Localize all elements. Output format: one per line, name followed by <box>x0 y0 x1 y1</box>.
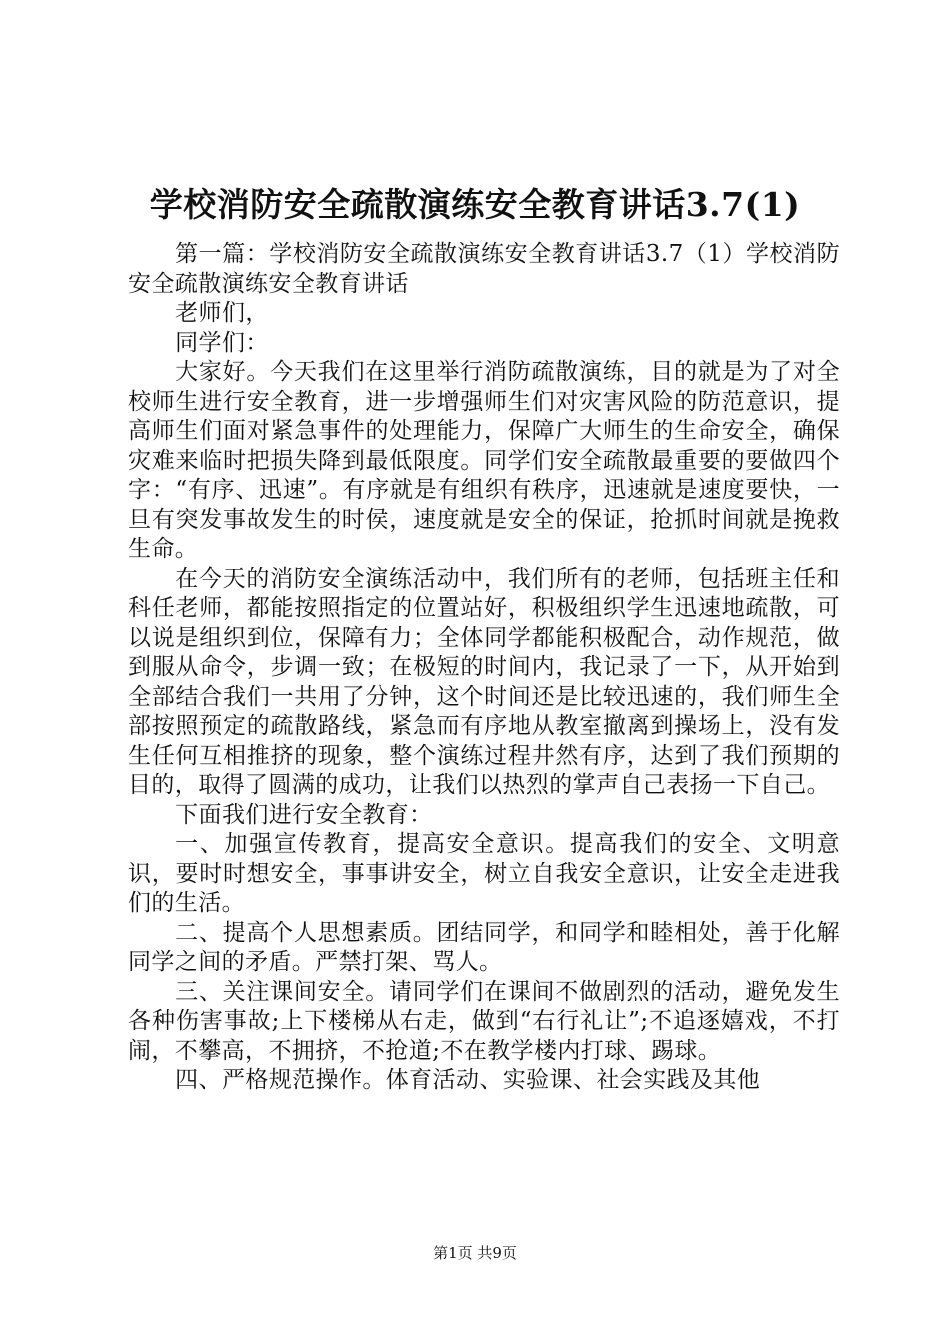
paragraph: 一、加强宣传教育，提高安全意识。提高我们的安全、文明意识，要时时想安全，事事讲安全，树立自我安全意识，让安全走进我们的生活。 <box>128 831 840 916</box>
paragraph: 同学们： <box>175 329 269 356</box>
paragraph: 在今天的消防安全演练活动中，我们所有的老师，包括班主任和科任老师，都能按照指定的位置站好，积极组织学生迅速地疏散，可以说是组织到位，保障有力；全体同学都能积极配合，动作规范，做到服从命令，步调一致；在极短的时间内，我记录了一下，从开始到全部结合我们一共用了分钟，这个时间还是比较迅速的，我们师生全部按照预定的疏散路线，紧急而有序地从教室撤离到操场上，没有发生任何互相推挤的现象，整个演练过程井然有序，达到了我们预期的目的，取得了圆满的成功，让我们以热烈的掌声自己表扬一下自己。 <box>128 565 840 798</box>
paragraph: 三、关注课间安全。请同学们在课间不做剧烈的活动，避免发生各种伤害事故;上下楼梯从右走，做到“右行礼让”;不追逐嬉戏，不打闹，不攀高，不拥挤，不抢道;不在教学楼内打球、踢球。 <box>128 978 840 1064</box>
paragraph: 大家好。今天我们在这里举行消防疏散演练，目的就是为了对全校师生进行安全教育，进一步增强师生们对灾害风险的防范意识，提高师生们面对紧急事件的处理能力，保障广大师生的生命安全，确保灾难来临时把损失降到最低限度。同学们安全疏散最重要的要做四个字：“有序、迅速”。有序就是有组织有秩序，迅速就是速度要快，一旦有突发事故发生的时侯，速度就是安全的保证，抢抓时间就是挽救生命。 <box>128 359 840 562</box>
document-body <box>128 240 840 1096</box>
document-title: 学校消防安全疏散演练安全教育讲话3.7(1) <box>149 185 801 224</box>
page-footer: 第1页 共9页 <box>433 1244 517 1262</box>
paragraph: 四、严格规范操作。体育活动、实验课、社会实践及其他 <box>175 1067 761 1093</box>
paragraph: 第一篇：学校消防安全疏散演练安全教育讲话3.7（1）学校消防安全疏散演练安全教育讲话 <box>128 241 840 297</box>
paragraph: 下面我们进行安全教育： <box>175 801 433 828</box>
paragraph: 二、提高个人思想素质。团结同学，和同学和睦相处，善于化解同学之间的矛盾。严禁打架、骂人。 <box>128 919 840 975</box>
paragraph: 老师们， <box>175 300 269 326</box>
